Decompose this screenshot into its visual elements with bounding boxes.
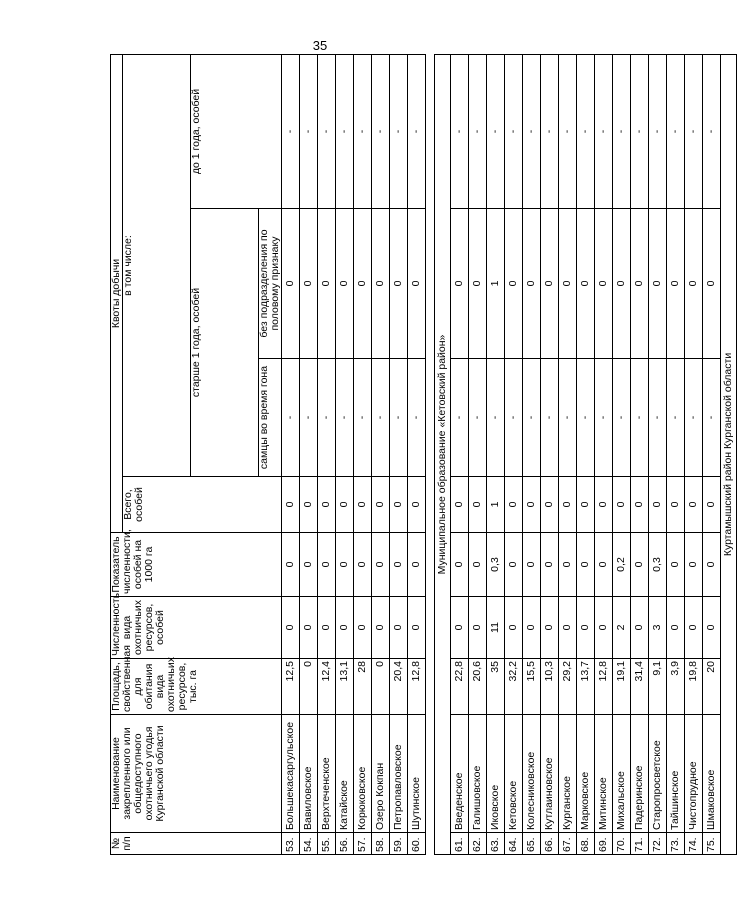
row-density: 0: [318, 533, 336, 597]
row-density: 0: [300, 533, 318, 597]
row-name: Курганское: [559, 715, 577, 833]
header-under1: до 1 года, особей: [191, 54, 282, 208]
row-number: 75.: [703, 833, 721, 855]
table-row: [469, 54, 487, 854]
row-name: Озеро Кокпан: [372, 715, 390, 833]
row-number: 58.: [372, 833, 390, 855]
row-males: -: [703, 359, 721, 477]
row-under1: -: [631, 54, 649, 208]
row-males: -: [595, 359, 613, 477]
row-total: 0: [408, 477, 426, 533]
row-population: 0: [541, 597, 559, 659]
row-nosex: 0: [577, 209, 595, 359]
row-density: 0: [390, 533, 408, 597]
row-total: 0: [649, 477, 667, 533]
row-males: -: [505, 359, 523, 477]
row-population: 0: [390, 597, 408, 659]
row-under1: -: [703, 54, 721, 208]
row-under1: -: [282, 54, 300, 208]
header-nosex: без подразделения по половому признаку: [259, 209, 282, 359]
row-area: 12,4: [318, 659, 336, 715]
row-males: -: [300, 359, 318, 477]
row-name: Падеринское: [631, 715, 649, 833]
row-total: 0: [469, 477, 487, 533]
row-males: -: [451, 359, 469, 477]
row-number: 72.: [649, 833, 667, 855]
row-density: 0,3: [487, 533, 505, 597]
row-number: 66.: [541, 833, 559, 855]
row-density: 0: [667, 533, 685, 597]
row-nosex: 0: [703, 209, 721, 359]
row-separator: [426, 54, 435, 854]
row-population: 11: [487, 597, 505, 659]
row-total: 0: [685, 477, 703, 533]
row-males: -: [541, 359, 559, 477]
row-population: 0: [667, 597, 685, 659]
header-name: Наименование закрепленного или общедоступного охотничьего угодья Курганской области: [111, 715, 282, 833]
row-area: 12,8: [595, 659, 613, 715]
row-number: 70.: [613, 833, 631, 855]
row-under1: -: [300, 54, 318, 208]
row-area: 3,9: [667, 659, 685, 715]
row-name: Шмаковское: [703, 715, 721, 833]
row-total: 0: [354, 477, 372, 533]
table-row: [631, 54, 649, 854]
row-nosex: 0: [390, 209, 408, 359]
row-population: 0: [336, 597, 354, 659]
row-under1: -: [613, 54, 631, 208]
row-population: 0: [559, 597, 577, 659]
row-under1: -: [487, 54, 505, 208]
table-body: [282, 54, 737, 854]
row-males: -: [282, 359, 300, 477]
row-density: 0: [685, 533, 703, 597]
row-under1: -: [577, 54, 595, 208]
row-nosex: 0: [354, 209, 372, 359]
row-total: 0: [667, 477, 685, 533]
row-nosex: 0: [408, 209, 426, 359]
header-total: Всего, особей: [123, 477, 282, 533]
row-population: 0: [451, 597, 469, 659]
row-name: Марковское: [577, 715, 595, 833]
row-density: 0: [541, 533, 559, 597]
row-population: 0: [505, 597, 523, 659]
hunting-quota-table: [110, 54, 737, 855]
row-under1: -: [541, 54, 559, 208]
row-nosex: 0: [667, 209, 685, 359]
row-name: Колесниковское: [523, 715, 541, 833]
row-density: 0: [559, 533, 577, 597]
row-name: Кетовское: [505, 715, 523, 833]
row-area: 10,3: [541, 659, 559, 715]
row-population: 0: [631, 597, 649, 659]
table-row: [613, 54, 631, 854]
row-area: 12,8: [408, 659, 426, 715]
row-area: 35: [487, 659, 505, 715]
row-name: Тайшинское: [667, 715, 685, 833]
row-total: 0: [613, 477, 631, 533]
row-name: Катайское: [336, 715, 354, 833]
row-nosex: 0: [541, 209, 559, 359]
row-total: 0: [523, 477, 541, 533]
row-total: 0: [703, 477, 721, 533]
row-area: 32,2: [505, 659, 523, 715]
row-name: Иковское: [487, 715, 505, 833]
row-total: 0: [559, 477, 577, 533]
row-under1: -: [469, 54, 487, 208]
row-area: 31,4: [631, 659, 649, 715]
row-under1: -: [667, 54, 685, 208]
table-row: [703, 54, 721, 854]
row-under1: -: [559, 54, 577, 208]
row-males: -: [631, 359, 649, 477]
section-heading-ketovsky: Муниципальное образование «Кетовский район»: [435, 54, 451, 854]
row-number: 54.: [300, 833, 318, 855]
row-population: 0: [300, 597, 318, 659]
row-total: 0: [595, 477, 613, 533]
row-nosex: 0: [505, 209, 523, 359]
table-row: [282, 54, 300, 854]
row-nosex: 0: [451, 209, 469, 359]
row-total: 0: [541, 477, 559, 533]
table-row: [505, 54, 523, 854]
table-row: [354, 54, 372, 854]
table-row: [408, 54, 426, 854]
row-males: -: [487, 359, 505, 477]
row-number: 74.: [685, 833, 703, 855]
table-row: [390, 54, 408, 854]
row-area: 0: [300, 659, 318, 715]
row-number: 67.: [559, 833, 577, 855]
row-males: -: [372, 359, 390, 477]
row-males: -: [408, 359, 426, 477]
row-name: Старопросветское: [649, 715, 667, 833]
table-row: [559, 54, 577, 854]
row-population: 0: [408, 597, 426, 659]
row-density: 0,3: [649, 533, 667, 597]
row-nosex: 0: [613, 209, 631, 359]
header-males: самцы во время гона: [259, 359, 282, 477]
table-row: [318, 54, 336, 854]
row-density: 0: [372, 533, 390, 597]
table-row: [451, 54, 469, 854]
row-total: 0: [505, 477, 523, 533]
row-under1: -: [451, 54, 469, 208]
row-nosex: 0: [300, 209, 318, 359]
row-name: Шутинское: [408, 715, 426, 833]
row-total: 0: [451, 477, 469, 533]
row-nosex: 0: [336, 209, 354, 359]
row-population: 0: [595, 597, 613, 659]
row-under1: -: [354, 54, 372, 208]
header-quota: Квоты добычи: [111, 54, 123, 532]
row-population: 0: [318, 597, 336, 659]
row-total: 0: [577, 477, 595, 533]
table-row: [685, 54, 703, 854]
row-males: -: [354, 359, 372, 477]
row-density: 0: [354, 533, 372, 597]
row-density: 0: [595, 533, 613, 597]
row-total: 1: [487, 477, 505, 533]
header-including: в том числе:: [123, 54, 191, 476]
row-number: 73.: [667, 833, 685, 855]
row-under1: -: [595, 54, 613, 208]
row-total: 0: [282, 477, 300, 533]
row-name: Галишовское: [469, 715, 487, 833]
row-under1: -: [336, 54, 354, 208]
row-name: Петропавловское: [390, 715, 408, 833]
row-area: 13,7: [577, 659, 595, 715]
table-row: [523, 54, 541, 854]
row-males: -: [390, 359, 408, 477]
row-nosex: 0: [649, 209, 667, 359]
row-number: 68.: [577, 833, 595, 855]
row-nosex: 0: [595, 209, 613, 359]
row-name: Верхтеченское: [318, 715, 336, 833]
row-population: 0: [685, 597, 703, 659]
row-males: -: [667, 359, 685, 477]
row-under1: -: [408, 54, 426, 208]
row-population: 0: [523, 597, 541, 659]
row-males: -: [577, 359, 595, 477]
row-nosex: 0: [282, 209, 300, 359]
row-density: 0: [469, 533, 487, 597]
row-density: 0: [505, 533, 523, 597]
row-density: 0: [451, 533, 469, 597]
row-population: 0: [354, 597, 372, 659]
row-number: 65.: [523, 833, 541, 855]
row-nosex: 0: [631, 209, 649, 359]
row-density: 0: [577, 533, 595, 597]
row-area: 20,4: [390, 659, 408, 715]
row-males: -: [523, 359, 541, 477]
row-name: Введенское: [451, 715, 469, 833]
header-num: № п/п: [111, 833, 282, 855]
row-under1: -: [523, 54, 541, 208]
row-nosex: 0: [318, 209, 336, 359]
row-number: 62.: [469, 833, 487, 855]
row-nosex: 0: [523, 209, 541, 359]
header-area: Площадь, свойственная для обитания вида охотничьих ресурсов, тыс. га: [111, 659, 282, 715]
row-males: -: [559, 359, 577, 477]
table-row: [487, 54, 505, 854]
row-density: 0,2: [613, 533, 631, 597]
row-area: 29,2: [559, 659, 577, 715]
row-number: 56.: [336, 833, 354, 855]
row-number: 53.: [282, 833, 300, 855]
row-males: -: [336, 359, 354, 477]
row-population: 0: [282, 597, 300, 659]
row-number: 63.: [487, 833, 505, 855]
row-density: 0: [282, 533, 300, 597]
row-under1: -: [505, 54, 523, 208]
row-number: 55.: [318, 833, 336, 855]
row-under1: -: [390, 54, 408, 208]
row-total: 0: [631, 477, 649, 533]
row-males: -: [613, 359, 631, 477]
row-number: 71.: [631, 833, 649, 855]
table-row: [649, 54, 667, 854]
row-population: 3: [649, 597, 667, 659]
table-row: [300, 54, 318, 854]
row-nosex: 0: [685, 209, 703, 359]
row-area: 20: [703, 659, 721, 715]
table-row: [667, 54, 685, 854]
row-under1: -: [649, 54, 667, 208]
row-area: 9,1: [649, 659, 667, 715]
row-population: 0: [577, 597, 595, 659]
row-name: Кутлаиновское: [541, 715, 559, 833]
row-density: 0: [631, 533, 649, 597]
row-area: 19,1: [613, 659, 631, 715]
row-name: Корюковское: [354, 715, 372, 833]
row-number: 57.: [354, 833, 372, 855]
row-population: 0: [372, 597, 390, 659]
row-number: 61.: [451, 833, 469, 855]
row-nosex: 0: [372, 209, 390, 359]
row-number: 59.: [390, 833, 408, 855]
row-males: -: [469, 359, 487, 477]
row-males: -: [685, 359, 703, 477]
row-population: 0: [469, 597, 487, 659]
row-number: 64.: [505, 833, 523, 855]
section-heading-kurtamysh: Куртамышский район Курганской области: [721, 54, 737, 854]
row-males: -: [649, 359, 667, 477]
row-total: 0: [372, 477, 390, 533]
table-row: [336, 54, 354, 854]
row-name: Митинское: [595, 715, 613, 833]
row-density: 0: [408, 533, 426, 597]
table-row: [595, 54, 613, 854]
row-under1: -: [372, 54, 390, 208]
row-area: 20,6: [469, 659, 487, 715]
row-males: -: [318, 359, 336, 477]
table-row: [541, 54, 559, 854]
row-area: 28: [354, 659, 372, 715]
row-nosex: 1: [487, 209, 505, 359]
row-density: 0: [336, 533, 354, 597]
table-row: [577, 54, 595, 854]
row-number: 60.: [408, 833, 426, 855]
row-nosex: 0: [559, 209, 577, 359]
page-number: 35: [312, 38, 328, 53]
row-name: Большекасаргульское: [282, 715, 300, 833]
row-under1: -: [685, 54, 703, 208]
row-total: 0: [390, 477, 408, 533]
rotated-table-wrapper: [110, 55, 734, 855]
row-density: 0: [523, 533, 541, 597]
row-area: 22,8: [451, 659, 469, 715]
row-number: 69.: [595, 833, 613, 855]
row-area: 13,1: [336, 659, 354, 715]
row-area: 19,8: [685, 659, 703, 715]
row-name: Чистопрудное: [685, 715, 703, 833]
row-area: 15,5: [523, 659, 541, 715]
row-name: Михальское: [613, 715, 631, 833]
row-under1: -: [318, 54, 336, 208]
row-nosex: 0: [469, 209, 487, 359]
row-area: 0: [372, 659, 390, 715]
header-population: Численность вида охотничьих ресурсов, особей: [111, 597, 282, 659]
row-population: 0: [703, 597, 721, 659]
row-total: 0: [318, 477, 336, 533]
row-area: 12,5: [282, 659, 300, 715]
table-row: [372, 54, 390, 854]
row-density: 0: [703, 533, 721, 597]
row-total: 0: [300, 477, 318, 533]
row-name: Вавиловское: [300, 715, 318, 833]
row-population: 2: [613, 597, 631, 659]
header-density: Показатель численности, особей на 1000 га: [111, 533, 282, 597]
row-total: 0: [336, 477, 354, 533]
header-over1: старше 1 года, особей: [191, 209, 259, 477]
